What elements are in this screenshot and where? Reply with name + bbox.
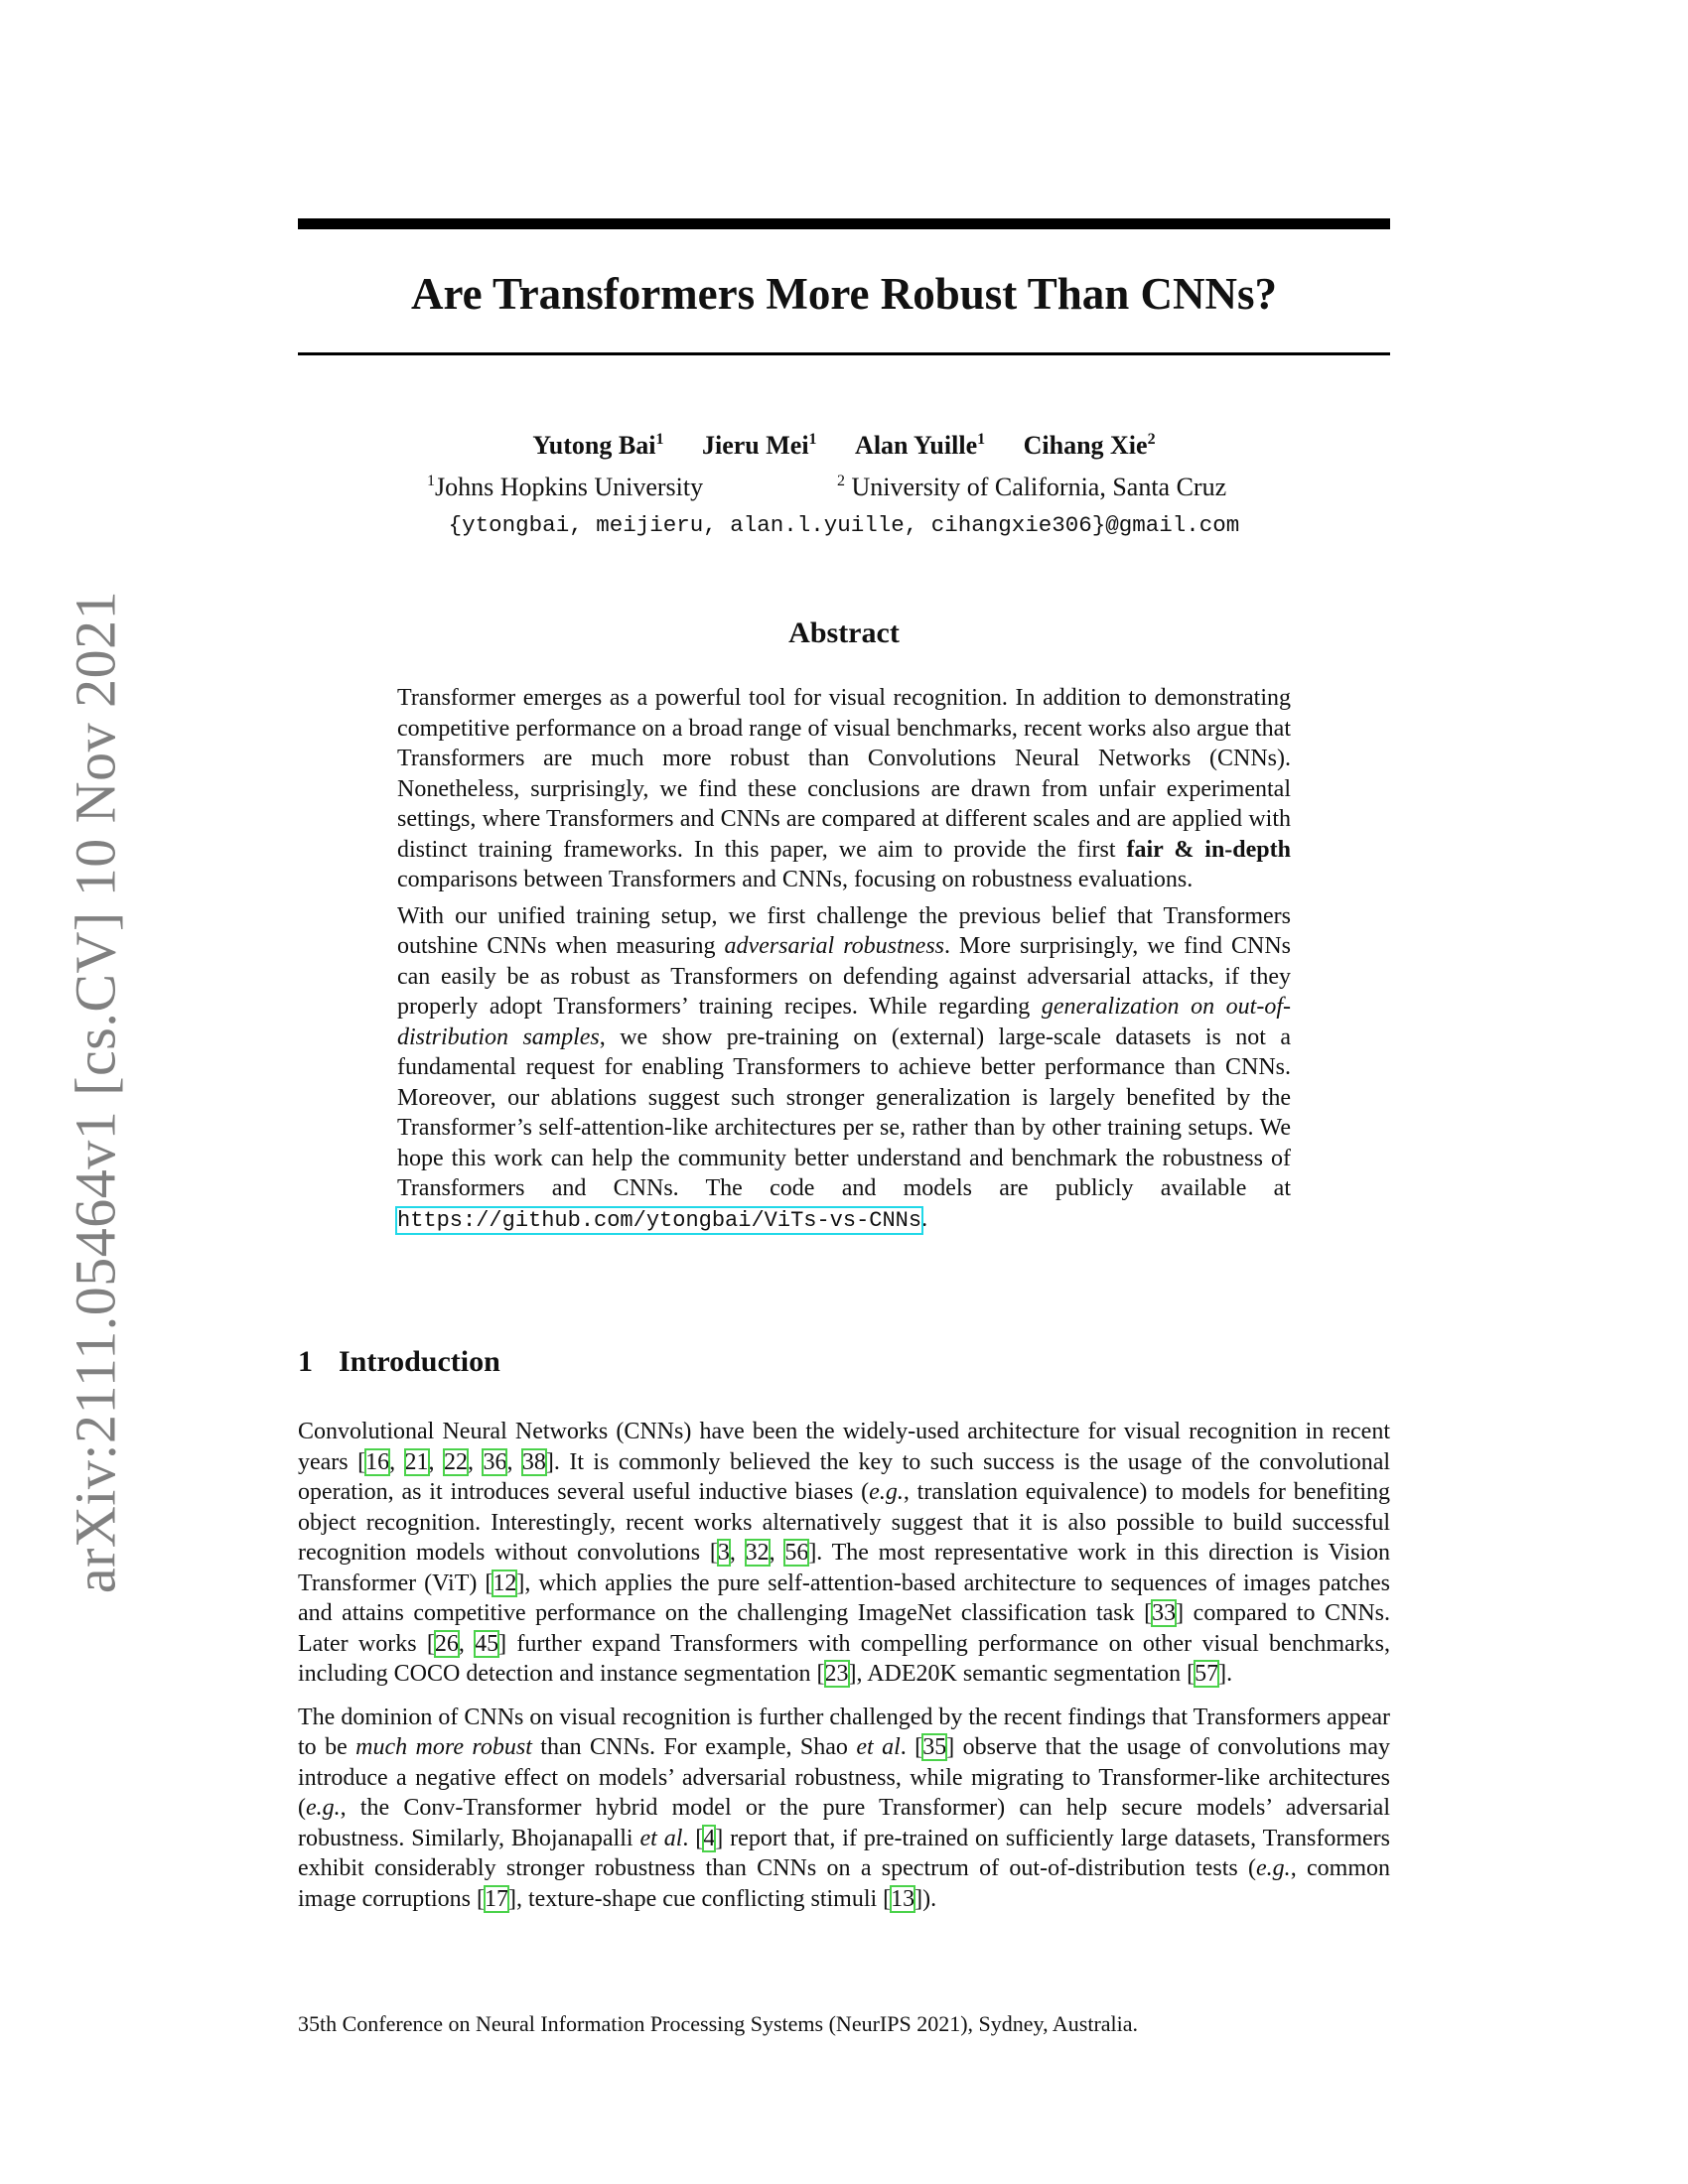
- citation-link[interactable]: 3: [717, 1540, 730, 1566]
- affil-mark: 1: [808, 431, 817, 448]
- text-run: , translation equivalence) to models for benefiting object recognition. Interestingly, recent works alternatively suggest that it is also possible to build successful recognition models without convolutions [: [298, 1479, 1391, 1566]
- text-run: . [: [900, 1734, 923, 1760]
- citation-link[interactable]: 21: [404, 1448, 429, 1475]
- text-run: . [: [682, 1825, 704, 1851]
- citation-link[interactable]: 12: [492, 1570, 517, 1596]
- text-run: ].: [1218, 1661, 1233, 1687]
- author-name: Jieru Mei: [701, 431, 809, 460]
- paper-title: Are Transformers More Robust Than CNNs?: [410, 269, 1278, 319]
- abstract-paragraph: [397, 683, 1291, 895]
- author-emails: {ytongbai, meijieru, alan.l.yuille, cihangxie306}@gmail.com: [448, 512, 1240, 538]
- text-run: , we show pre-training on (external) large-scale datasets is not a fundamental request for enabling Transformers to achieve better performance than CNNs. Moreover, our ablations suggest such stronger generalization is largely benefited by the Transformer’s self-attention-like architectures per se, rather than by other training setups. We hope this work can help the community better understand and benchmark the robustness of Transformers and CNNs. The code and models are publicly available at: [397, 1024, 1291, 1201]
- citation-link[interactable]: 26: [434, 1630, 459, 1657]
- affil-mark: 1: [427, 473, 435, 489]
- title-bottom-rule: [298, 352, 1390, 355]
- text-run: than CNNs. For example, Shao: [531, 1734, 857, 1760]
- title-top-rule: [298, 218, 1390, 229]
- section-title: Introduction: [339, 1345, 500, 1378]
- body-paragraph: Convolutional Neural Networks (CNNs) have been the widely-used architecture for visual recognition in recent years [16, 21, 22, 36, 38]. It is commonly believed the key to such success is the usage of the convolutional operation, as it introduces several useful inductive biases (e.g., translation equivalence) to models for benefiting object recognition. Interestingly, recent works alternatively suggest that it is also possible to build successful recognition models without convolutions [3, 32, 56]. The most representative work in this direction is Vision Transformer (ViT) [12], which applies the pure self-attention-based architecture to sequences of images patches and attains competitive performance on the challenging ImageNet classification task [33] compared to CNNs. Later works [26, 45] further expand Transformers with compelling performance on other visual benchmarks, including COCO detection and instance segmentation [23], ADE20K semantic segmentation [57].: [298, 1419, 1391, 1687]
- conference-footnote: 35th Conference on Neural Information Processing Systems (NeurIPS 2021), Sydney, Australia.: [298, 2011, 1139, 2036]
- text-run: ]. The most representative work in this direction is Vision Transformer (ViT) [: [298, 1540, 1391, 1596]
- text-run: Transformer emerges as a powerful tool for visual recognition. In addition to demonstrating competitive performance on a broad range of visual benchmarks, recent works also argue that Transformers are much more robust than Convolutions Neural Networks (CNNs). Nonetheless, surprisingly, we find these conclusions are drawn from unfair experimental settings, where Transformers and CNNs are compared at different scales and are applied with distinct training frameworks. In this paper, we aim to provide the first: [397, 685, 1291, 863]
- citation-link[interactable]: 57: [1195, 1661, 1219, 1687]
- author-name: Yutong Bai: [532, 431, 656, 460]
- body-paragraph: [298, 1703, 1390, 1915]
- affil-mark: 1: [655, 431, 664, 448]
- affil-mark: 1: [977, 431, 986, 448]
- text-run: ] further expand Transformers with compelling performance on other visual benchmarks, including COCO detection and instance segmentation [: [298, 1630, 1391, 1687]
- italic-text: e.g.: [306, 1795, 341, 1821]
- italic-text: e.g.: [1256, 1855, 1291, 1881]
- citation-link[interactable]: 22: [443, 1448, 468, 1475]
- citation-link[interactable]: 23: [824, 1661, 849, 1687]
- text-run: ], ADE20K semantic segmentation [: [848, 1661, 1196, 1687]
- affiliation-name: Johns Hopkins University: [435, 473, 704, 501]
- author-list: [298, 429, 1390, 463]
- italic-text: generalization on out-of-distribution samples: [397, 994, 1292, 1050]
- citation-link[interactable]: 16: [365, 1448, 390, 1475]
- author: [532, 431, 663, 460]
- citation-link[interactable]: 35: [922, 1734, 947, 1760]
- abstract-heading: Abstract: [788, 616, 900, 649]
- citation-link[interactable]: 33: [1152, 1600, 1177, 1626]
- text-run: With our unified training setup, we first challenge the previous belief that Transformers outshine CNNs when measuring: [397, 902, 1291, 959]
- citation-link[interactable]: 38: [521, 1448, 546, 1475]
- affiliation-name: University of California, Santa Cruz: [845, 473, 1227, 501]
- citation-link[interactable]: 36: [483, 1448, 507, 1475]
- citation-link[interactable]: 4: [703, 1825, 716, 1851]
- section-number: 1: [298, 1345, 313, 1378]
- code-repo-link[interactable]: https://github.com/ytongbai/ViTs-vs-CNNs: [397, 1207, 922, 1233]
- citation-link[interactable]: 32: [745, 1540, 770, 1566]
- author: [1024, 431, 1156, 460]
- text-run: ] report that, if pre-trained on sufficiently large datasets, Transformers exhibit considerably stronger robustness than CNNs on a spectrum of out-of-distribution tests (: [298, 1825, 1391, 1881]
- text-run: . More surprisingly, we find CNNs can easily be as robust as Transformers on defending against adversarial attacks, if they properly adopt Transformers’ training recipes. While regarding: [397, 933, 1292, 1020]
- citation-link[interactable]: 17: [484, 1885, 508, 1912]
- abstract-paragraph: [397, 901, 1291, 1237]
- italic-text: et al: [639, 1825, 683, 1851]
- text-run: ], texture-shape cue conflicting stimuli [: [507, 1885, 892, 1912]
- text-run: ] observe that the usage of convolutions may introduce a negative effect on models’ adversarial robustness, while migrating to Transformer-like architectures (: [298, 1734, 1391, 1821]
- bold-text: fair & in-depth: [1126, 836, 1291, 863]
- affiliation: [837, 471, 1226, 504]
- text-run: .: [921, 1205, 928, 1232]
- affiliation: [427, 471, 703, 504]
- text-run: ], which applies the pure self-attention-based architecture to sequences of images patches and attains competitive performance on the challenging ImageNet classification task [: [298, 1570, 1390, 1626]
- affil-mark: 2: [1147, 431, 1156, 448]
- text-run: comparisons between Transformers and CNNs, focusing on robustness evaluations.: [397, 867, 1194, 892]
- italic-text: adversarial robustness: [724, 933, 944, 959]
- text-run: ] compared to CNNs. Later works [: [298, 1600, 1390, 1657]
- text-run: ]. It is commonly believed the key to such success is the usage of the convolutional operation, as it introduces several useful inductive biases (: [298, 1448, 1391, 1505]
- text-run: Convolutional Neural Networks (CNNs) have been the widely-used architecture for visual recognition in recent years [: [298, 1419, 1390, 1475]
- author-name: Cihang Xie: [1023, 431, 1148, 460]
- citation-link[interactable]: 13: [891, 1885, 915, 1912]
- author: [855, 431, 985, 460]
- text-run: ]).: [914, 1885, 937, 1912]
- section-heading-introduction: [298, 1342, 1390, 1382]
- arxiv-stamp-text: arXiv:2111.05464v1 [cs.CV] 10 Nov 2021: [63, 590, 128, 1594]
- introduction-body: [298, 1417, 1390, 1927]
- citation-link[interactable]: 56: [784, 1540, 809, 1566]
- text-run: , the Conv-Transformer hybrid model or the pure Transformer) can help secure models’ adversarial robustness. Similarly, Bhojanapalli: [298, 1795, 1390, 1851]
- text-run: , common image corruptions [: [298, 1855, 1390, 1912]
- italic-text: et al: [856, 1734, 901, 1760]
- affil-mark: 2: [837, 473, 845, 489]
- text-run: The dominion of CNNs on visual recognition is further challenged by the recent findings that Transformers appear to be: [298, 1704, 1390, 1760]
- author: [702, 431, 817, 460]
- author-name: Alan Yuille: [855, 431, 978, 460]
- citation-link[interactable]: 45: [475, 1630, 499, 1657]
- italic-text: e.g.: [869, 1479, 904, 1505]
- affiliations: [298, 471, 1390, 504]
- italic-text: much more robust: [355, 1734, 532, 1760]
- abstract-body: [397, 683, 1291, 1242]
